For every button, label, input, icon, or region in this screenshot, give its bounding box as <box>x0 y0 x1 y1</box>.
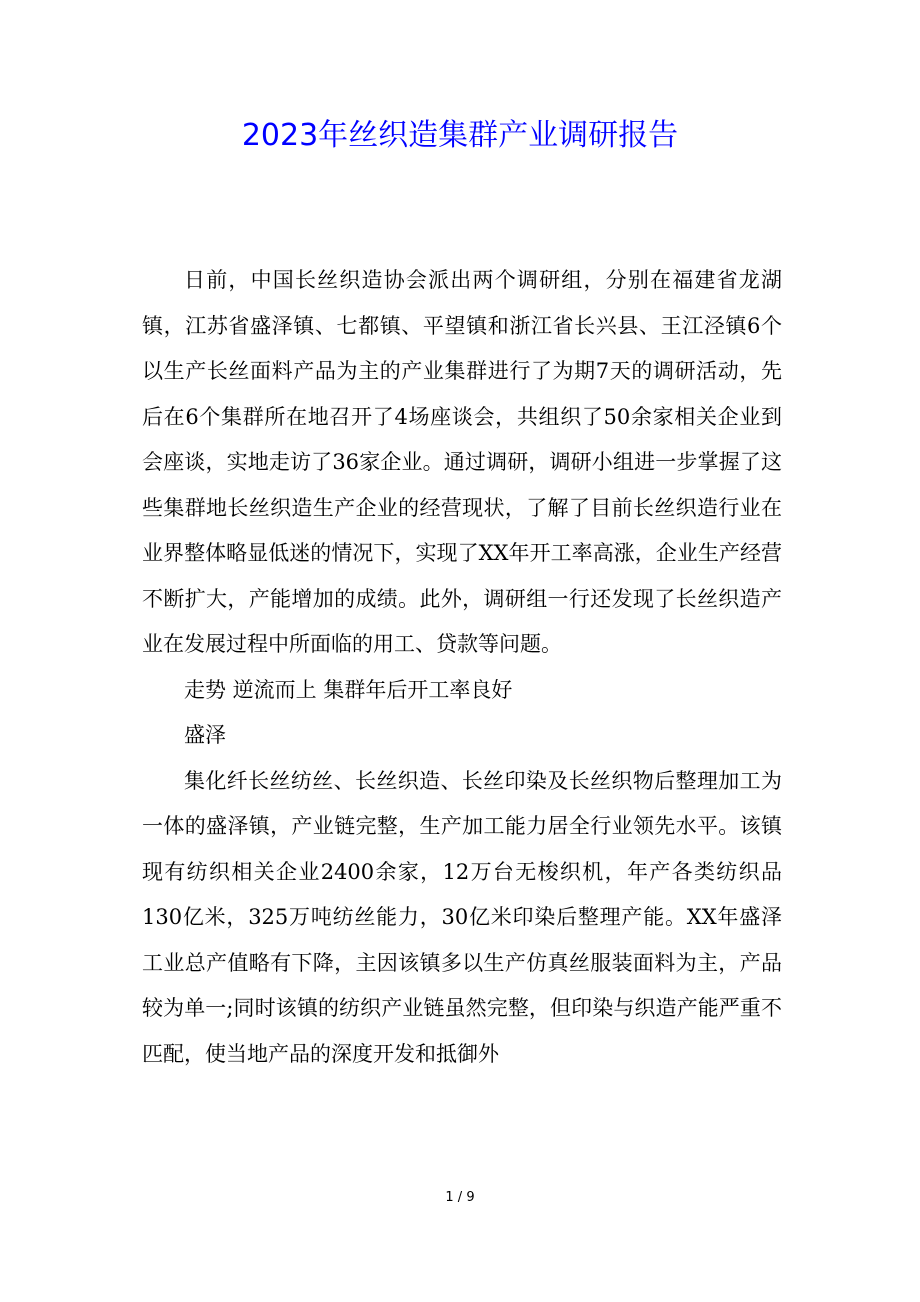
page-number: 1 / 9 <box>445 1190 475 1205</box>
document-title: 2023年丝织造集群产业调研报告 <box>241 118 679 153</box>
subsection-heading-shengze: 盛泽 <box>184 723 226 747</box>
paragraph-shengze: 集化纤长丝纺丝、长丝织造、长丝印染及长丝织物后整理加工为一体的盛泽镇，产业链完整，生产加工能力居全行业领先水平。该镇现有纺织相关企业2400余家，12万台无梭织机，年产各类纺织品130亿米，325万吨纺丝能力，30亿米印染后整理产能。XX年盛泽工业总产值略有下降，主因该镇多以生产仿真丝服装面料为主，产品较为单一;同时该镇的纺织产业链虽然完整，但印染与织造产能严重不匹配，使当地产品的深度开发和抵御外 <box>142 768 782 1066</box>
section-heading-trend: 走势 逆流而上 集群年后开工率良好 <box>184 677 513 702</box>
document-body <box>142 258 782 1077</box>
paragraph-intro: 日前，中国长丝织造协会派出两个调研组，分别在福建省龙湖镇，江苏省盛泽镇、七都镇、平望镇和浙江省长兴县、王江泾镇6个以生产长丝面料产品为主的产业集群进行了为期7天的调研活动，先后在6个集群所在地召开了4场座谈会，共组织了50余家相关企业到会座谈，实地走访了36家企业。通过调研，调研小组进一步掌握了这些集群地长丝织造生产企业的经营现状，了解了目前长丝织造行业在业界整体略显低迷的情况下，实现了XX年开工率高涨，企业生产经营不断扩大，产能增加的成绩。此外，调研组一行还发现了长丝织造产业在发展过程中所面临的用工、贷款等问题。 <box>142 268 782 656</box>
